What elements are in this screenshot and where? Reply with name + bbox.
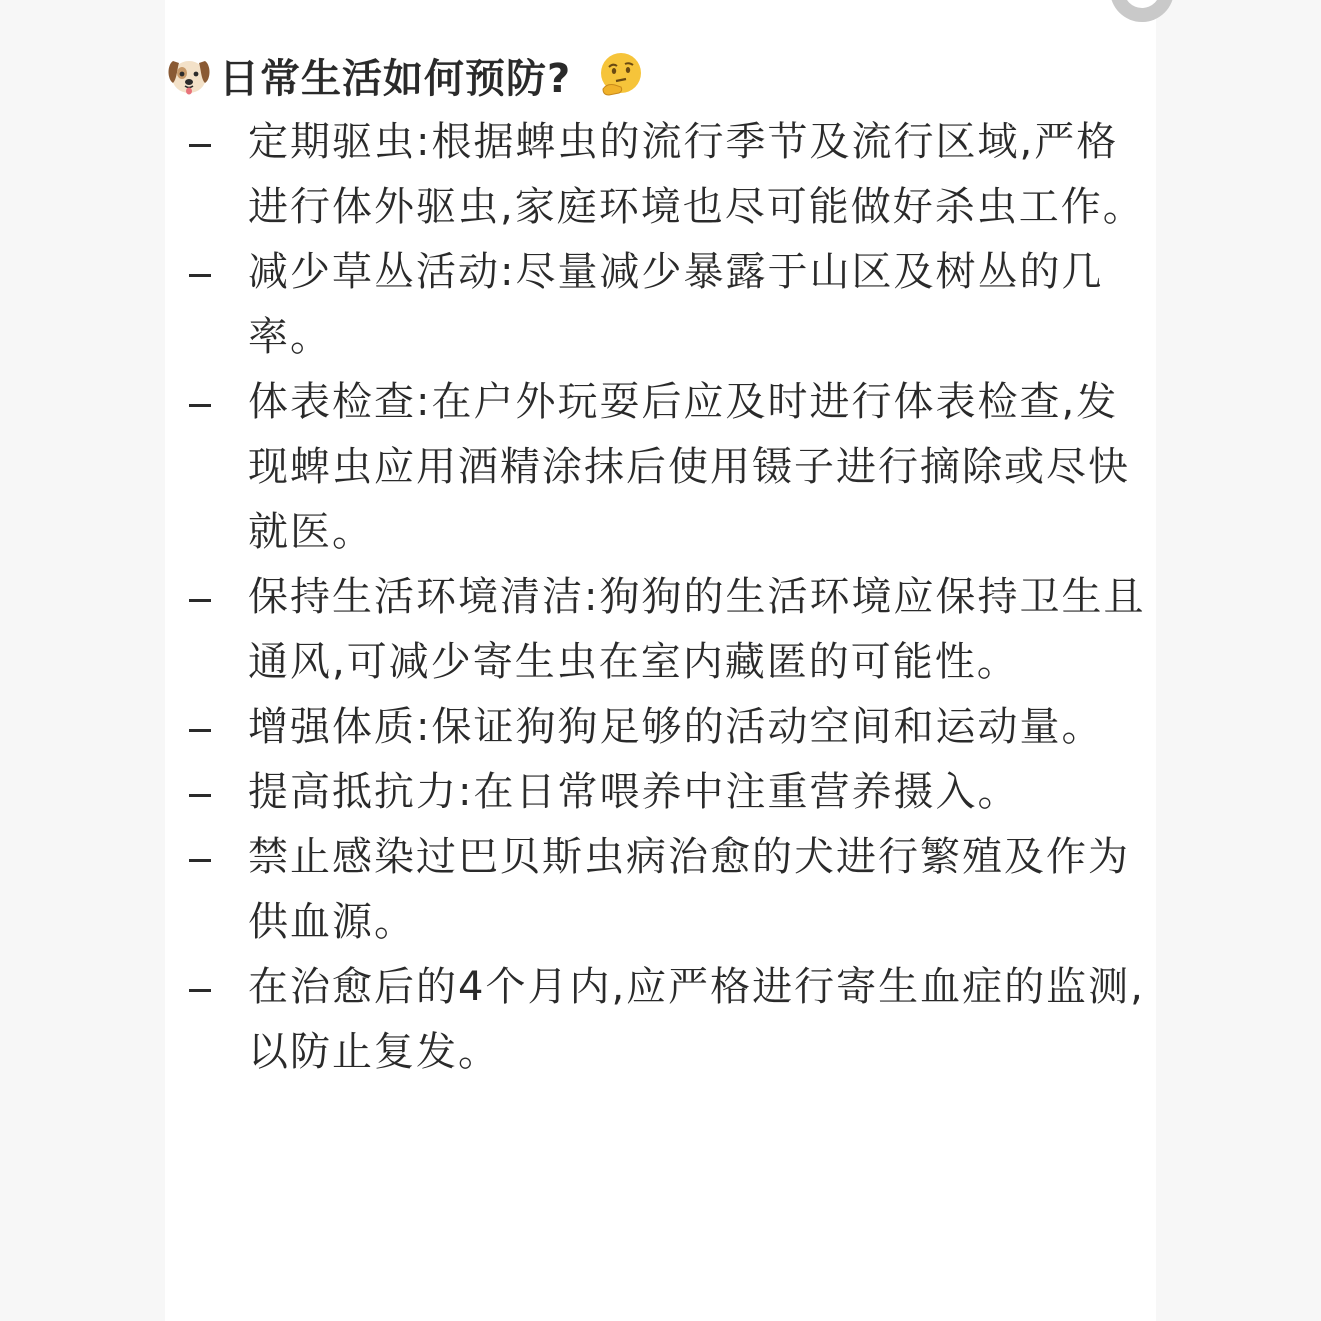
list-item xyxy=(165,695,1155,760)
list-item xyxy=(165,370,1155,565)
list-item-text: 减少草丛活动:尽量减少暴露于山区及树丛的几率。 xyxy=(248,249,1104,360)
prevention-list xyxy=(165,110,1155,1085)
list-item xyxy=(165,955,1155,1085)
dog-face-icon xyxy=(165,51,213,99)
list-item-text: 体表检查:在户外玩耍后应及时进行体表检查,发现蜱虫应用酒精涂抹后使用镊子进行摘除或尽快就医。 xyxy=(248,379,1130,555)
list-item-text: 禁止感染过巴贝斯虫病治愈的犬进行繁殖及作为供血源。 xyxy=(248,834,1130,945)
list-item-text: 定期驱虫:根据蜱虫的流行季节及流行区域,严格进行体外驱虫,家庭环境也尽可能做好杀虫工作。 xyxy=(248,119,1145,230)
list-item xyxy=(165,760,1155,825)
list-item xyxy=(165,565,1155,695)
thinking-face-icon xyxy=(595,49,647,101)
section-heading xyxy=(165,40,1155,110)
list-item-text: 提高抵抗力:在日常喂养中注重营养摄入。 xyxy=(248,769,1020,815)
list-item-text: 增强体质:保证狗狗足够的活动空间和运动量。 xyxy=(248,704,1104,750)
list-item xyxy=(165,825,1155,955)
heading-text: 日常生活如何预防? xyxy=(219,55,572,102)
list-item xyxy=(165,110,1155,240)
list-item-text: 保持生活环境清洁:狗狗的生活环境应保持卫生且通风,可减少寄生虫在室内藏匿的可能性。 xyxy=(248,574,1146,685)
list-item-text: 在治愈后的4个月内,应严格进行寄生血症的监测,以防止复发。 xyxy=(248,964,1145,1075)
article-body xyxy=(165,40,1155,1085)
list-item xyxy=(165,240,1155,370)
